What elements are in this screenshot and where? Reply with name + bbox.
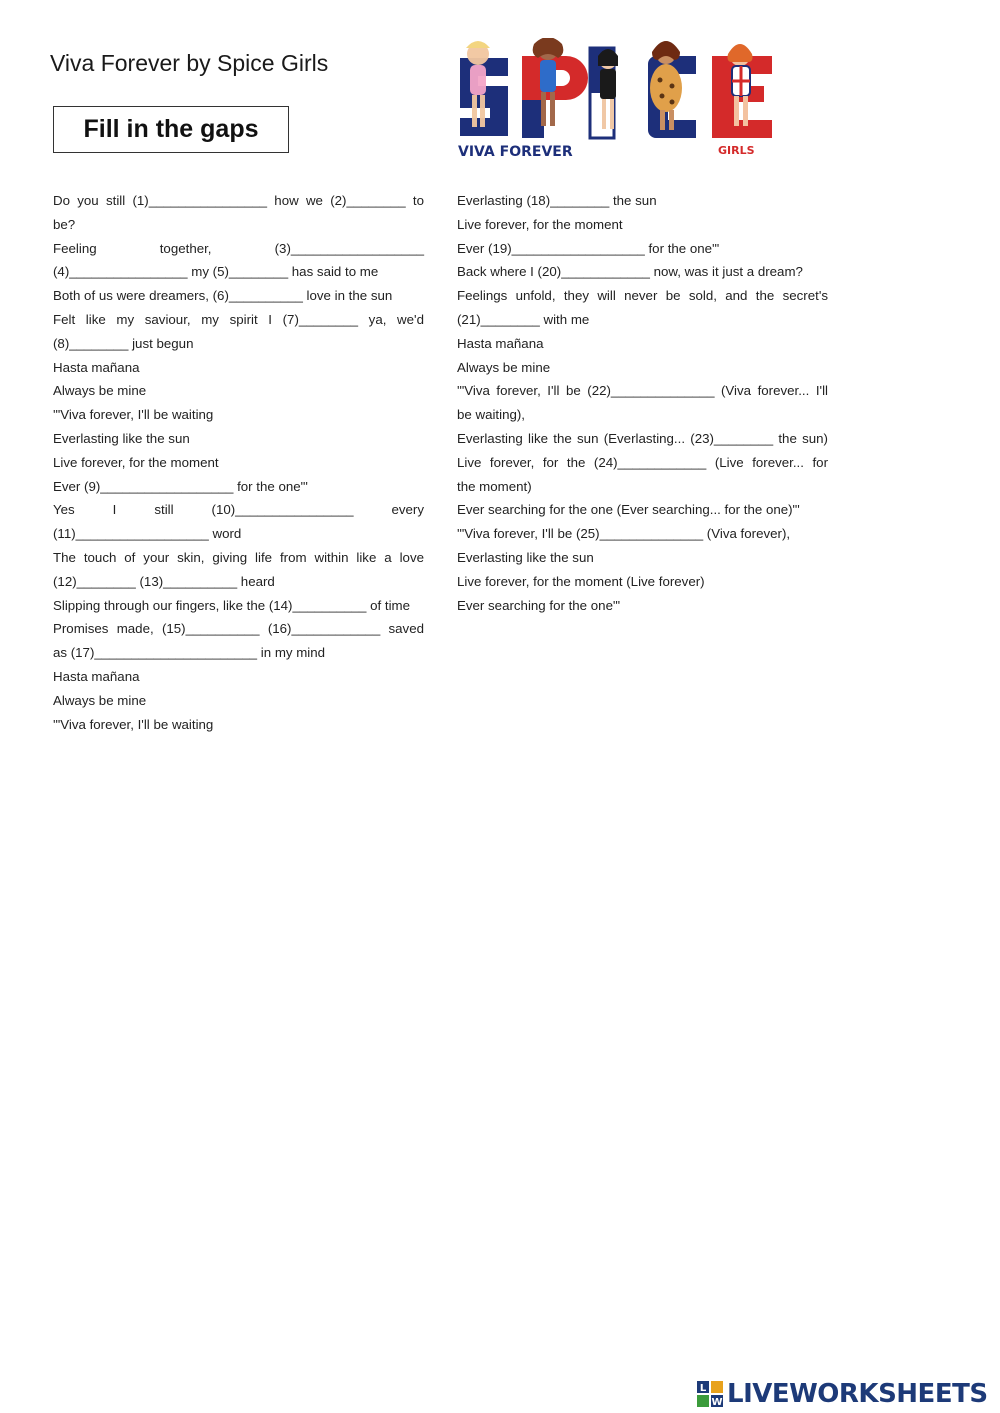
lyric-line: Live forever, for the moment (Live forever) xyxy=(457,573,705,589)
lyric-line: (12)________ (13)__________ heard xyxy=(53,573,275,589)
lyric-line: Always be mine xyxy=(53,383,147,399)
lyric-line: Back where I (20)____________ now, was it just a dream? xyxy=(457,264,803,280)
lyric-line: (11)__________________ word xyxy=(53,526,242,542)
lyric-line: Everlasting like the sun xyxy=(457,549,594,565)
lyric-line: Feeling together, (3)__________________ xyxy=(53,240,424,256)
lyric-line: Ever (9)__________________ for the one"' xyxy=(53,478,308,494)
liveworksheets-wordmark: LIVEWORKSHEETS xyxy=(727,1379,988,1409)
lyric-line: Live forever, for the moment xyxy=(457,216,623,232)
lyric-line: Ever searching for the one (Ever searching... for the one)"' xyxy=(457,502,800,518)
lyric-line: be waiting), xyxy=(457,407,525,423)
svg-text:L: L xyxy=(699,1383,707,1394)
lyric-line: Both of us were dreamers, (6)__________ love in the sun xyxy=(53,288,393,304)
lyric-line: Promises made, (15)__________ (16)____________ saved xyxy=(53,621,424,637)
lyrics-column-left xyxy=(53,189,424,736)
banner-tagline-viva: VIVA FOREVER xyxy=(458,144,573,160)
liveworksheets-mark-icon xyxy=(697,1381,723,1407)
lyric-line: '"Viva forever, I'll be (25)______________ (Viva forever), xyxy=(457,526,791,542)
lyrics-column-right xyxy=(457,189,828,617)
instruction-box: Fill in the gaps xyxy=(53,106,289,153)
lyric-line: Hasta mañana xyxy=(53,668,140,684)
lyric-line: as (17)______________________ in my mind xyxy=(53,645,326,661)
lyric-line: Live forever, for the moment xyxy=(53,454,219,470)
lyric-line: Do you still (1)________________ how we (2)________ to xyxy=(53,193,424,208)
lyric-line: Live forever, for the (24)____________ (Live forever... for xyxy=(457,454,828,470)
lyric-line: Everlasting (18)________ the sun xyxy=(457,193,657,208)
lyric-line: Felt like my saviour, my spirit I (7)________ ya, we'd xyxy=(53,311,424,327)
lyric-line: Ever (19)__________________ for the one"' xyxy=(457,240,720,256)
lyric-line: The touch of your skin, giving life from within like a love xyxy=(53,549,424,565)
lyric-line: Ever searching for the one"' xyxy=(457,597,621,613)
lyric-line: Hasta mañana xyxy=(53,359,140,375)
lyric-line: Everlasting like the sun xyxy=(53,430,190,446)
lyric-line: (8)________ just begun xyxy=(53,335,194,351)
worksheet-title: Viva Forever by Spice Girls xyxy=(50,50,329,76)
liveworksheets-logo xyxy=(697,1377,988,1411)
banner-sub-girls: GIRLS xyxy=(718,144,755,157)
lyric-line: the moment) xyxy=(457,478,532,494)
lyric-line: Everlasting like the sun (Everlasting... (23)________ the sun) xyxy=(457,430,828,446)
lyric-line: be? xyxy=(53,216,76,232)
lyric-line: Yes I still (10)________________ every xyxy=(53,502,424,518)
lyric-line: Always be mine xyxy=(53,692,147,708)
lyric-line: Feelings unfold, they will never be sold, and the secret's xyxy=(457,288,828,304)
lyric-line: (21)________ with me xyxy=(457,311,590,327)
lyric-line: (4)________________ my (5)________ has said to me xyxy=(53,264,379,280)
lyric-line: '"Viva forever, I'll be waiting xyxy=(53,716,214,732)
lyric-line: '"Viva forever, I'll be (22)______________ (Viva forever... I'll xyxy=(457,383,828,399)
svg-text:W: W xyxy=(711,1397,723,1407)
lyric-line: Always be mine xyxy=(457,359,551,375)
lyric-line: Hasta mañana xyxy=(457,335,544,351)
lyric-line: Slipping through our fingers, like the (14)__________ of time xyxy=(53,597,411,613)
spice-girls-banner-image xyxy=(450,38,782,162)
lyric-line: '"Viva forever, I'll be waiting xyxy=(53,407,214,423)
